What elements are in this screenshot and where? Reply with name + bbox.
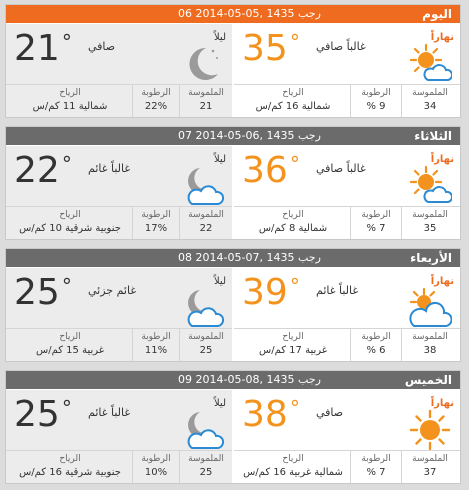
night-panel — [6, 390, 232, 483]
forecast-day-0 — [5, 4, 461, 118]
day-period-label: نهاراً — [430, 154, 454, 165]
day-wind: شمالية 16 كم/س — [255, 101, 331, 112]
night-feels-like: 22 — [199, 223, 213, 234]
sun-cloud-icon — [408, 164, 452, 208]
day-period-label: نهاراً — [430, 398, 454, 409]
moon-cloud-icon — [180, 408, 224, 452]
day-temperature: 35 ° — [242, 28, 300, 69]
night-stats: الرياح جنوبية شرقية 10 كم/س الرطوبة 17% الملموسة 22 — [6, 206, 232, 239]
day-name[interactable]: الأربعاء — [410, 251, 452, 265]
day-condition: غالباً صافي — [316, 162, 366, 175]
day-date: 09 رجب 1435 ,08-05-2014 — [178, 373, 321, 386]
day-stats: الرياح شمالية 8 كم/س الرطوبة % 7 الملموسة 35 — [234, 206, 460, 239]
day-period-label: نهاراً — [430, 276, 454, 287]
day-feels-like: 37 — [423, 467, 437, 478]
night-feels-like: 25 — [199, 467, 213, 478]
day-name[interactable]: الثلاثاء — [414, 129, 452, 143]
night-period-label: ليلاً — [213, 398, 226, 409]
forecast-day-2 — [5, 248, 461, 362]
moon-stars-icon — [180, 42, 224, 86]
night-temperature: 22 ° — [14, 150, 72, 191]
day-name[interactable]: اليوم — [422, 7, 452, 21]
sun-icon — [408, 408, 452, 452]
night-temperature: 25 ° — [14, 394, 72, 435]
day-panel — [234, 146, 460, 239]
night-stats: الرياح غربية 15 كم/س الرطوبة 11% الملموسة 25 — [6, 328, 232, 361]
day-panel — [234, 390, 460, 483]
night-panel — [6, 24, 232, 117]
sun-cloud-icon — [408, 286, 452, 330]
sun-cloud-icon — [408, 42, 452, 86]
day-stats: الرياح شمالية غربية 16 كم/س الرطوبة % 7 الملموسة 37 — [234, 450, 460, 483]
day-stats: الرياح غربية 17 كم/س الرطوبة % 6 الملموسة 38 — [234, 328, 460, 361]
day-humidity: % 6 — [366, 345, 386, 356]
day-header — [6, 249, 460, 267]
day-header — [6, 5, 460, 23]
night-condition: غالباً غائم — [88, 406, 131, 419]
day-panel — [234, 24, 460, 117]
day-temperature: 36 ° — [242, 150, 300, 191]
night-feels-like: 21 — [199, 101, 213, 112]
night-period-label: ليلاً — [213, 276, 226, 287]
day-temperature: 38 ° — [242, 394, 300, 435]
night-humidity: 17% — [144, 223, 168, 234]
night-panel — [6, 268, 232, 361]
night-wind: جنوبية شرقية 16 كم/س — [19, 467, 121, 478]
night-temperature: 21 ° — [14, 28, 72, 69]
night-temperature: 25 ° — [14, 272, 72, 313]
day-period-label: نهاراً — [430, 32, 454, 43]
night-humidity: 11% — [144, 345, 168, 356]
night-feels-like: 25 — [199, 345, 213, 356]
night-humidity: 22% — [144, 101, 168, 112]
day-wind: شمالية غربية 16 كم/س — [243, 467, 343, 478]
day-feels-like: 38 — [423, 345, 437, 356]
night-stats: الرياح جنوبية شرقية 16 كم/س الرطوبة 10% الملموسة 25 — [6, 450, 232, 483]
night-humidity: 10% — [144, 467, 168, 478]
day-date: 08 رجب 1435 ,07-05-2014 — [178, 251, 321, 264]
night-stats: الرياح شمالية 11 كم/س الرطوبة 22% الملموسة 21 — [6, 84, 232, 117]
day-feels-like: 34 — [423, 101, 437, 112]
night-period-label: ليلاً — [213, 32, 226, 43]
night-condition: غالباً غائم — [88, 162, 131, 175]
day-date: 07 رجب 1435 ,06-05-2014 — [178, 129, 321, 142]
night-wind: غربية 15 كم/س — [36, 345, 104, 356]
day-panel — [234, 268, 460, 361]
day-condition: صافي — [316, 406, 344, 419]
day-wind: غربية 17 كم/س — [259, 345, 327, 356]
day-humidity: % 7 — [366, 467, 386, 478]
moon-cloud-icon — [180, 286, 224, 330]
day-temperature: 39 ° — [242, 272, 300, 313]
day-wind: شمالية 8 كم/س — [258, 223, 328, 234]
night-wind: جنوبية شرقية 10 كم/س — [19, 223, 121, 234]
day-condition: غالباً صافي — [316, 40, 366, 53]
night-condition: صافي — [88, 40, 116, 53]
day-humidity: % 9 — [366, 101, 386, 112]
night-wind: شمالية 11 كم/س — [32, 101, 108, 112]
night-panel — [6, 146, 232, 239]
day-feels-like: 35 — [423, 223, 437, 234]
moon-cloud-icon — [180, 164, 224, 208]
day-header — [6, 371, 460, 389]
night-period-label: ليلاً — [213, 154, 226, 165]
day-humidity: % 7 — [366, 223, 386, 234]
forecast-day-3 — [5, 370, 461, 484]
day-stats: الرياح شمالية 16 كم/س الرطوبة % 9 الملموسة 34 — [234, 84, 460, 117]
day-condition: غالباً غائم — [316, 284, 359, 297]
day-name[interactable]: الخميس — [404, 373, 452, 387]
day-header — [6, 127, 460, 145]
night-condition: غائم جزئي — [88, 284, 137, 297]
day-date: 06 رجب 1435 ,05-05-2014 — [178, 7, 321, 20]
forecast-day-1 — [5, 126, 461, 240]
